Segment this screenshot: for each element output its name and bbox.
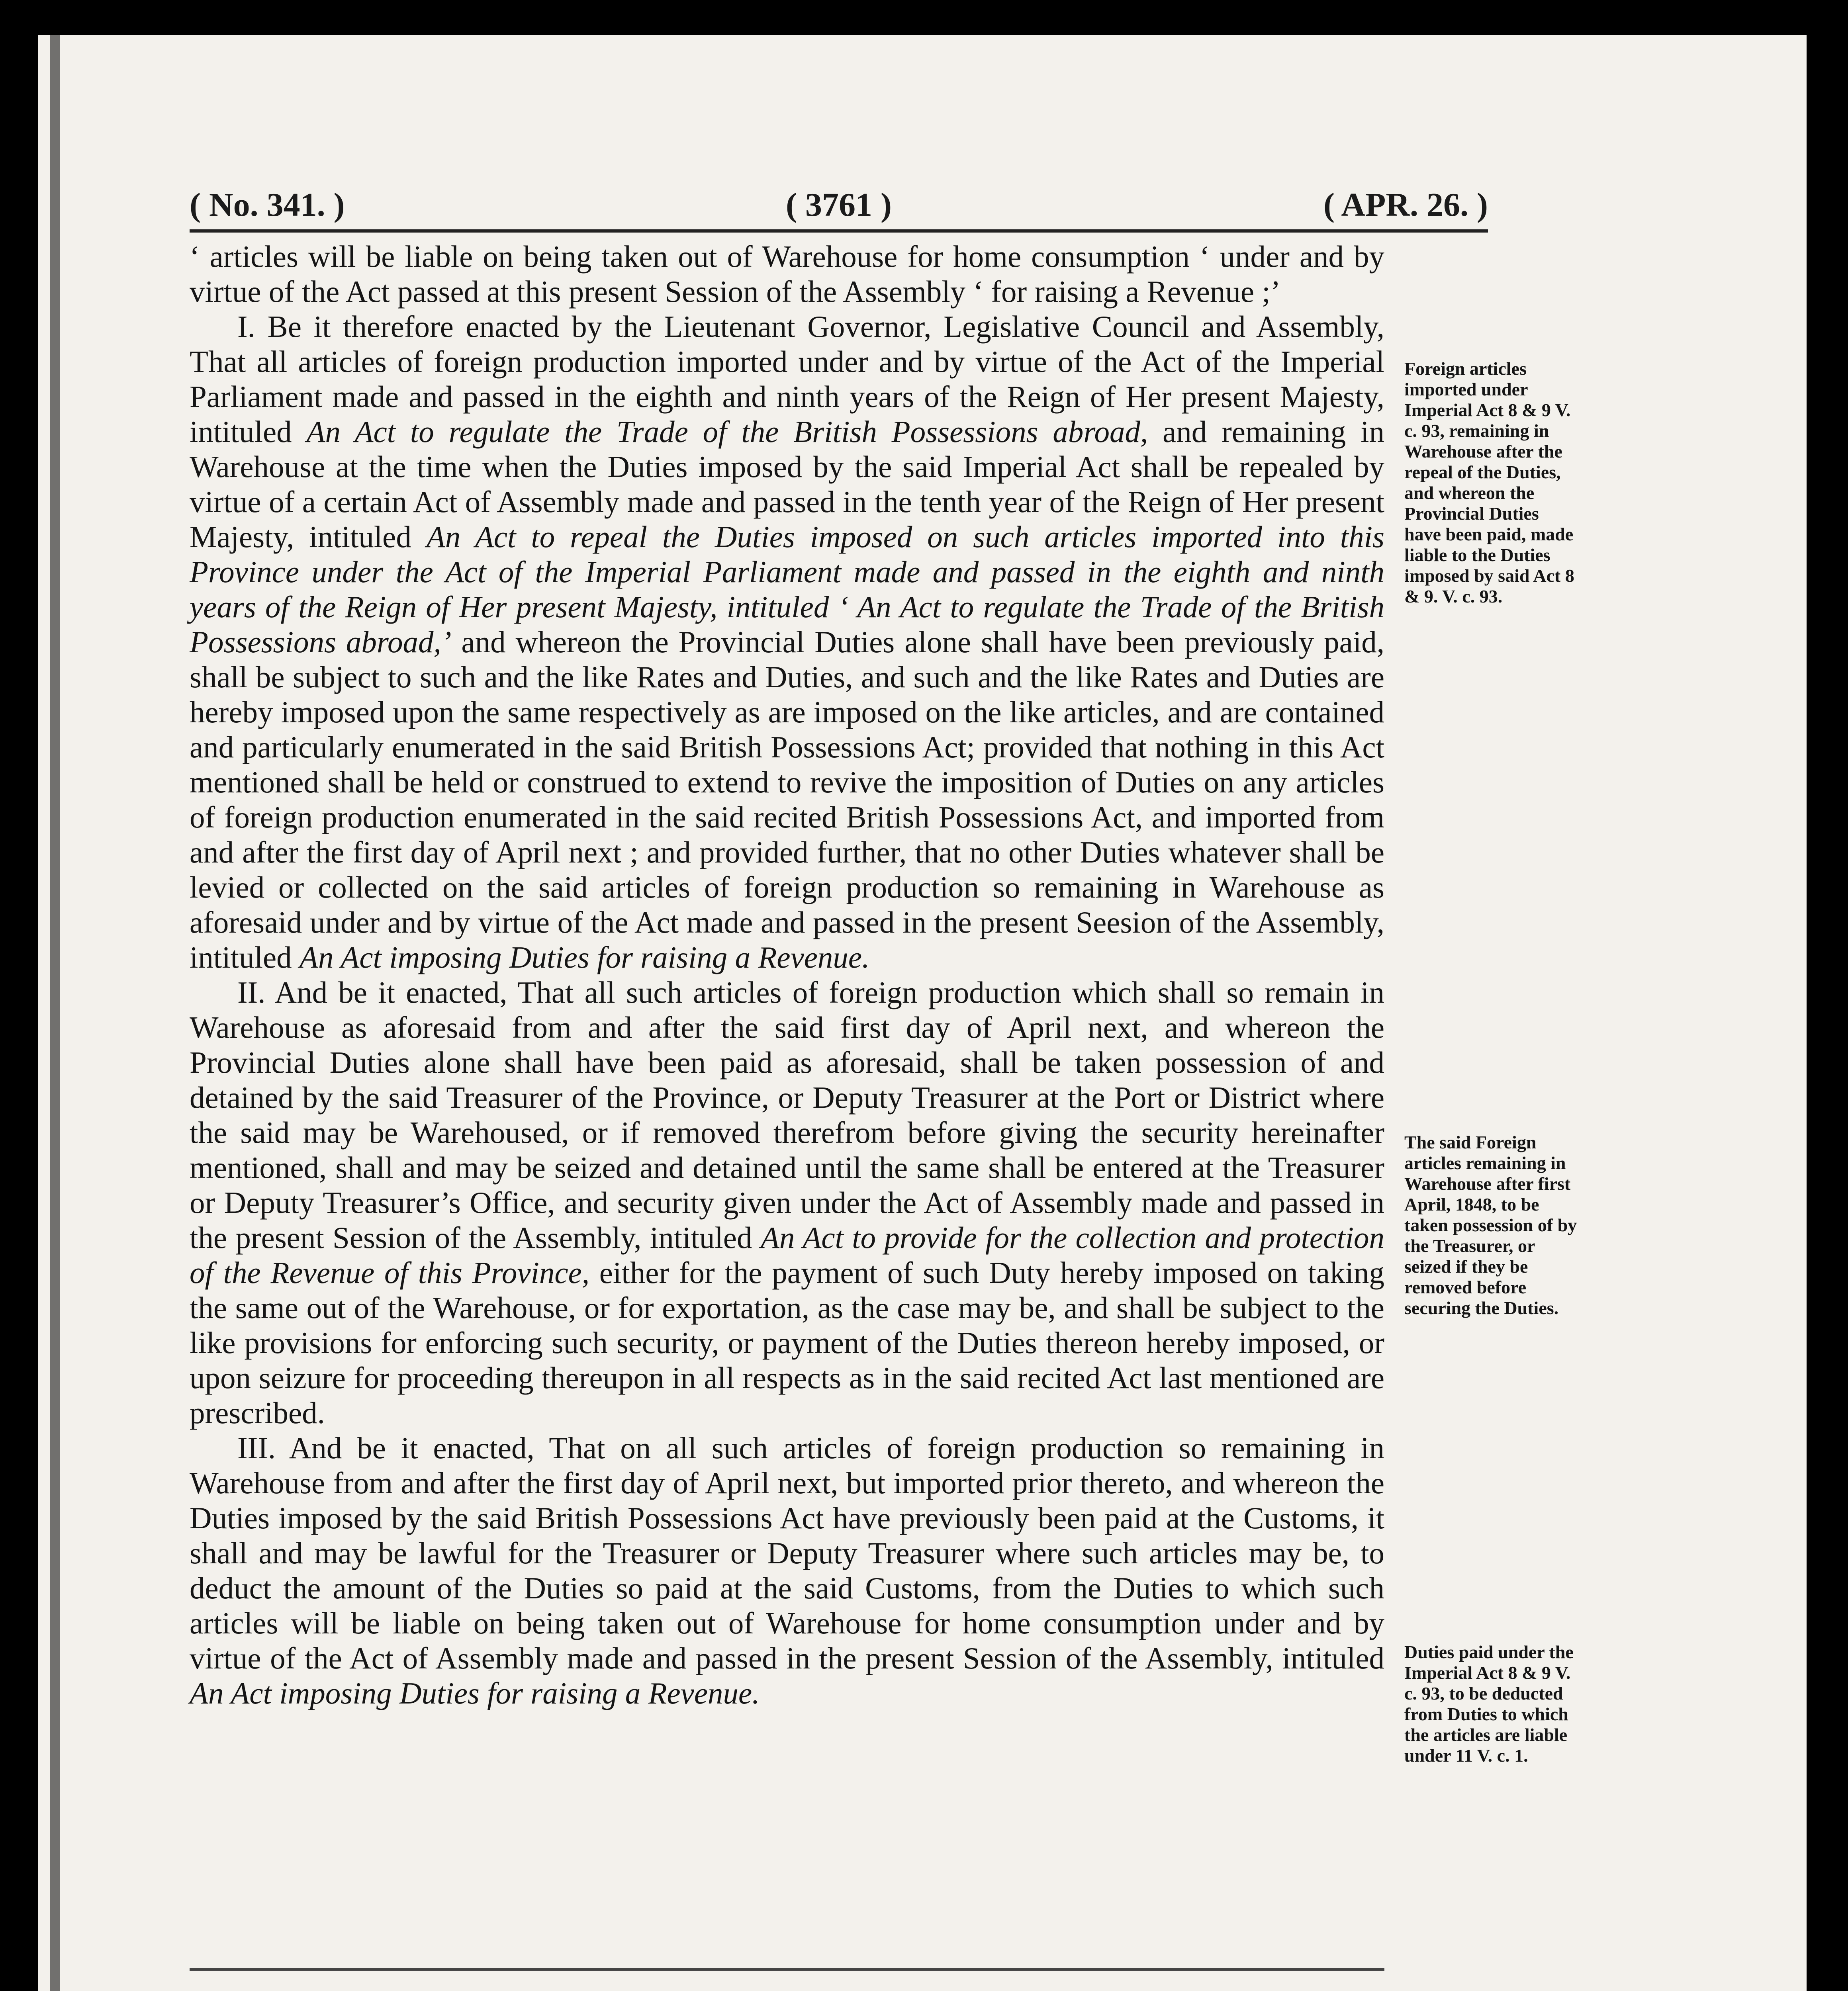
page-header xyxy=(190,186,1488,233)
page-edge-shadow xyxy=(50,35,60,1991)
header-date: ( APR. 26. ) xyxy=(1323,186,1488,223)
section-1-text-b: and remaining in Warehouse at the time when the Duties imposed by the said Imperial Act shall be repealed by virtue of a certain Act of Assembly made and passed in the tenth year of the Reign of Her present Majesty, intituled xyxy=(190,415,1384,554)
header-number: ( No. 341. ) xyxy=(190,186,345,223)
section-3 xyxy=(190,1430,1384,1711)
section-1-text-c: and whereon the Provincial Duties alone shall have been previously paid, shall be subject to such and the like Rates and Duties, and such and the like Rates and Duties are hereby imposed upon the same respectively as are imposed on the like articles, and are contained and particularly enumerated in the said British Possessions Act; provided that nothing in this Act mentioned shall be held or construed to extend to revive the imposition of Duties on any articles of foreign production enumerated in the said recited British Possessions Act, and imported from and after the first day of April next ; and provided further, that no other Duties whatever shall be levied or collected on the said articles of foreign production so remaining in Warehouse as aforesaid under and by virtue of the Act made and passed in the present Seesion of the Assembly, intituled xyxy=(190,625,1384,974)
section-1-title-c: An Act imposing Duties for raising a Revenue. xyxy=(299,940,870,974)
main-text xyxy=(190,239,1384,1711)
section-2-text-a: II. And be it enacted, That all such articles of foreign production which shall so remain in Warehouse as aforesaid from and after the said first day of April next, and whereon the Provincial Duties alone shall have been paid as aforesaid, shall be taken possession of and detained by the said Treasurer of the Province, or Deputy Treasurer at the Port or District where the said may be Warehoused, or if removed therefrom before giving the security hereinafter mentioned, shall and may be seized and detained until the same shall be entered at the Treasurer or Deputy Treasurer’s Office, and security given under the Act of Assembly made and passed in the present Session of the Assembly, intituled xyxy=(190,975,1384,1255)
section-2 xyxy=(190,975,1384,1430)
section-1 xyxy=(190,309,1384,975)
section-1-title-a: An Act to regulate the Trade of the British Possessions abroad, xyxy=(306,415,1148,449)
section-2-title-a: An Act to provide for the collection and protection of the Revenue of this Province, xyxy=(190,1220,1384,1290)
document-page xyxy=(38,35,1807,1991)
margin-note-3: Duties paid under the Imperial Act 8 & 9 V. c. 93, to be deducted from Duties to which the articles are liable under 11 V. c. 1. xyxy=(1404,1642,1574,1766)
section-divider xyxy=(190,1968,1384,1971)
header-page-number: ( 3761 ) xyxy=(786,186,892,223)
section-2-text-b: either for the payment of such Duty hereby imposed on taking the same out of the Warehouse, or for exportation, as the case may be, and shall be subject to the like provisions for enforcing such security, or payment of the Duties thereon hereby imposed, or upon seizure for proceeding thereupon in all respects as in the said recited Act last mentioned are prescribed. xyxy=(190,1256,1384,1430)
section-3-text-a: III. And be it enacted, That on all such articles of foreign production so remaining in Warehouse from and after the first day of April next, but imported prior thereto, and whereon the Duties imposed by the said British Possessions Act have previously been paid at the Customs, it shall and may be lawful for the Treasurer or Deputy Treasurer where such articles may be, to deduct the amount of the Duties so paid at the said Customs, from the Duties to which such articles will be liable on being taken out of Warehouse for home consumption under and by virtue of the Act of Assembly made and passed in the present Session of the Assembly, intituled xyxy=(190,1431,1384,1675)
margin-note-2: The said Foreign articles remaining in Warehouse after first April, 1848, to be taken possession of by the Treasurer, or seized if they be removed before securing the Duties. xyxy=(1404,1132,1577,1318)
margin-note-1: Foreign articles imported under Imperial Act 8 & 9 V. c. 93, remaining in Warehouse after the repeal of the Duties, and whereon the Provincial Duties have been paid, made liable to the Duties imposed by said Act 8 & 9. V. c. 93. xyxy=(1404,358,1574,606)
section-3-title-a: An Act imposing Duties for raising a Revenue. xyxy=(190,1676,760,1710)
section-1-text-a: I. Be it therefore enacted by the Lieutenant Governor, Legislative Council and Assembly, That all articles of foreign production imported under and by virtue of the Act of the Imperial Parliament made and passed in the eighth and ninth years of the Reign of Her present Majesty, intituled xyxy=(190,309,1384,449)
section-1-title-b: An Act to repeal the Duties imposed on such articles imported into this Province under the Act of the Imperial Parliament made and passed in the eighth and ninth years of the Reign of Her present Majesty, intituled ‘ An Act to regulate the Trade of the British Possessions abroad,’ xyxy=(190,520,1384,659)
preamble-end: ‘ articles will be liable on being taken out of Warehouse for home consumption ‘ under and by virtue of the Act passed at this present Session of the Assembly ‘ for raising a Revenue ;’ xyxy=(190,239,1384,309)
